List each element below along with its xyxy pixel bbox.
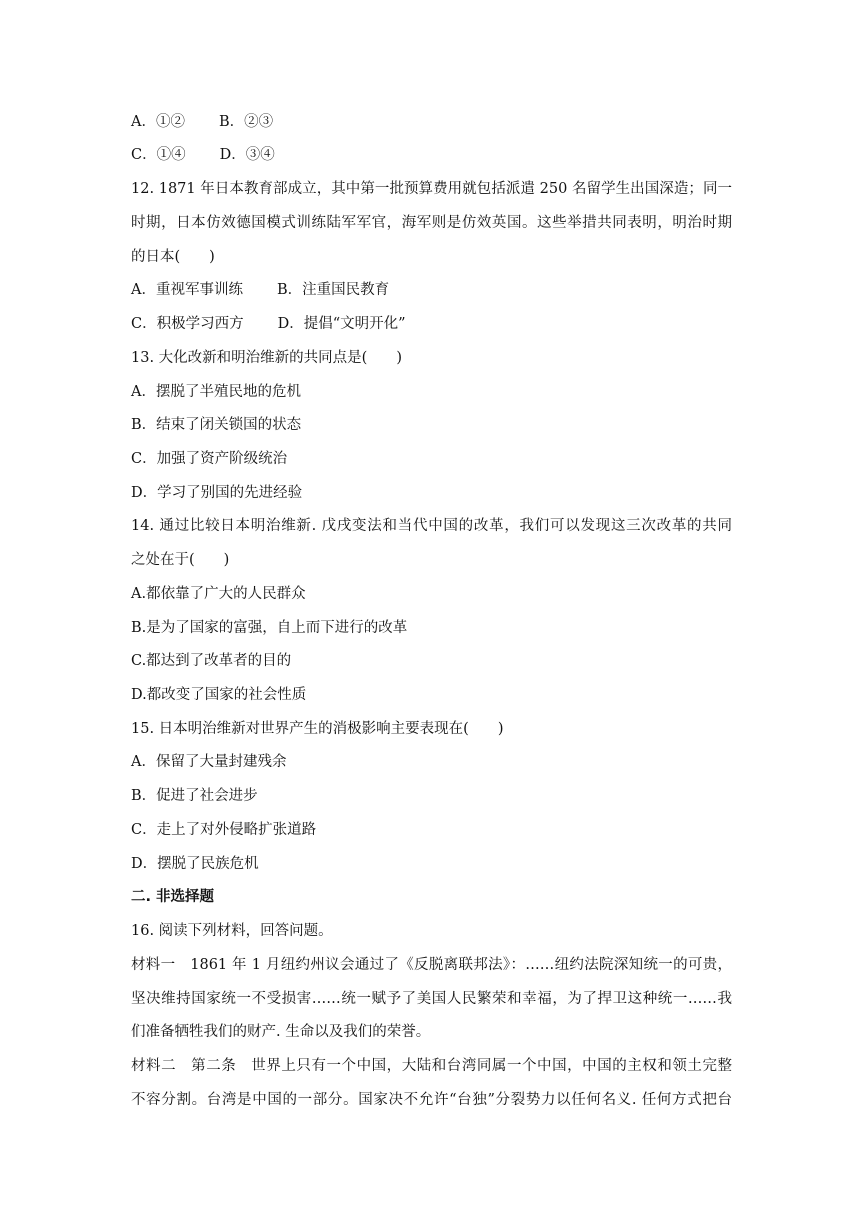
q14-option-c[interactable]: C.都达到了改革者的目的 [131,653,292,669]
q15-option-d[interactable]: D．摆脱了民族危机 [131,856,259,872]
q13-option-a[interactable]: A．摆脱了半殖民地的危机 [131,384,301,400]
q12-stem-line-1: 12. 1871 年日本教育部成立，其中第一批预算费用就包括派遣 250 名留学生出国深造；同一 [131,181,732,197]
q14-option-b[interactable]: B.是为了国家的富强，自上而下进行的改革 [131,620,408,636]
q12-option-c[interactable]: C．积极学习西方 [131,316,244,332]
q13-option-d[interactable]: D．学习了别国的先进经验 [131,485,303,501]
q16-material-2-line-2: 不容分割。台湾是中国的一部分。国家决不允许“台独”分裂势力以任何名义. 任何方式把台 [131,1092,732,1108]
q13-option-c[interactable]: C．加强了资产阶级统治 [131,451,288,467]
q16-material-2-line-1: 材料二 第二条 世界上只有一个中国，大陆和台湾同属一个中国，中国的主权和领土完整 [131,1058,732,1074]
q13-stem: 13. 大化改新和明治维新的共同点是( ) [131,350,402,366]
q15-option-b[interactable]: B．促进了社会进步 [131,788,258,804]
q11-option-d[interactable]: D．③④ [219,147,275,163]
q12-stem-line-3: 的日本( ) [131,249,215,265]
q16-stem: 16. 阅读下列材料，回答问题。 [131,923,333,939]
q16-material-1-line-3: 们准备牺牲我们的财产. 生命以及我们的荣誉。 [131,1024,431,1040]
q16-material-1-line-2: 坚决维持国家统一不受损害……统一赋予了美国人民繁荣和幸福，为了捍卫这种统一……我 [131,991,732,1007]
q15-stem: 15. 日本明治维新对世界产生的消极影响主要表现在( ) [131,721,504,737]
q11-option-c[interactable]: C．①④ [131,147,186,163]
q12-stem-line-2: 时期，日本仿效德国模式训练陆军军官，海军则是仿效英国。这些举措共同表明，明治时期 [131,215,732,231]
q14-option-a[interactable]: A.都依靠了广大的人民群众 [131,586,306,602]
q11-options-row-1 [131,112,732,132]
q12-options-row-2 [131,314,732,334]
section-2-title: 二. 非选择题 [131,889,215,905]
q14-option-d[interactable]: D.都改变了国家的社会性质 [131,687,307,703]
q13-option-b[interactable]: B．结束了闭关锁国的状态 [131,417,302,433]
q11-option-a[interactable]: A．①② [131,114,185,130]
q14-stem-line-2: 之处在于( ) [131,552,230,568]
q12-options-row-1 [131,280,732,300]
q15-option-c[interactable]: C．走上了对外侵略扩张道路 [131,822,317,838]
q14-stem-line-1: 14. 通过比较日本明治维新. 戊戌变法和当代中国的改革，我们可以发现这三次改革的共同 [131,518,732,534]
q12-option-d[interactable]: D．提倡“文明开化” [277,316,406,332]
q11-options-row-2 [131,145,732,165]
q11-option-b[interactable]: B．②③ [218,114,274,130]
q12-option-b[interactable]: B．注重国民教育 [276,282,390,298]
q16-material-1-line-1: 材料一 1861 年 1 月纽约州议会通过了《反脱离联邦法》：……纽约法院深知统一的可贵， [131,957,732,973]
q12-option-a[interactable]: A．重视军事训练 [131,282,243,298]
q15-option-a[interactable]: A．保留了大量封建残余 [131,754,287,770]
